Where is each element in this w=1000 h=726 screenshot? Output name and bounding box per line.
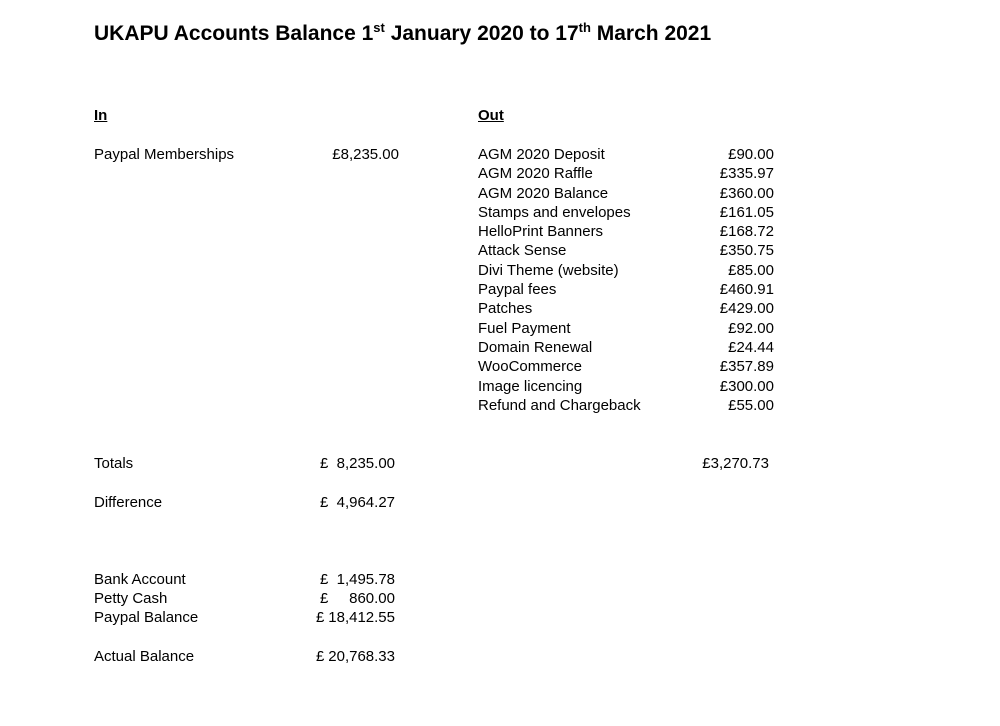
actual-balance-label: Actual Balance (94, 648, 195, 665)
out-item-label: Image licencing (478, 377, 583, 395)
actual-balance-value: 20,768.33 (328, 648, 395, 665)
out-item (478, 299, 774, 318)
petty-cash-currency: £ (320, 590, 329, 607)
title-sup-st: st (373, 20, 385, 35)
out-item-amount: £429.00 (719, 300, 774, 318)
out-item (478, 261, 774, 280)
out-item-amount: £460.91 (719, 281, 774, 299)
out-item (478, 203, 774, 222)
out-item-amount: £335.97 (719, 165, 774, 183)
out-item (478, 222, 774, 241)
totals-in-value: 8,235.00 (336, 455, 395, 472)
out-item-label: Stamps and envelopes (478, 203, 631, 221)
out-item-label: Divi Theme (website) (478, 261, 619, 279)
paypal-balance-value: 18,412.55 (328, 609, 395, 626)
title-end: March 2021 (590, 22, 712, 45)
paypal-balance-label: Paypal Balance (94, 609, 199, 626)
out-item (478, 338, 774, 357)
out-item-label: AGM 2020 Raffle (478, 165, 593, 183)
out-item (478, 280, 774, 299)
totals-label: Totals (94, 455, 134, 472)
out-item-label: Fuel Payment (478, 319, 571, 337)
out-item-label: Domain Renewal (478, 338, 593, 356)
in-item-amount: £8,235.00 (332, 146, 399, 163)
in-item-label: Paypal Memberships (94, 146, 235, 163)
out-item-label: Patches (478, 300, 533, 318)
out-item-label: AGM 2020 Balance (478, 184, 609, 202)
bank-account-currency: £ (320, 571, 329, 588)
out-item-label: Paypal fees (478, 281, 557, 299)
title-middle: January 2020 to 17 (384, 22, 579, 45)
out-item-label: WooCommerce (478, 358, 582, 376)
out-item-amount: £92.00 (728, 319, 774, 337)
bank-account-label: Bank Account (94, 571, 186, 588)
out-item (478, 377, 774, 396)
out-item-amount: £350.75 (719, 242, 774, 260)
title-main: UKAPU Accounts Balance 1 (94, 22, 374, 45)
out-list (478, 145, 774, 415)
out-item-amount: £161.05 (719, 203, 774, 221)
totals-in-currency: £ (320, 455, 329, 472)
out-item-label: HelloPrint Banners (478, 223, 604, 241)
out-item-label: Refund and Chargeback (478, 396, 641, 414)
out-item-label: Attack Sense (478, 242, 567, 260)
totals-out-amount: £3,270.73 (702, 455, 769, 472)
difference-label: Difference (94, 494, 163, 511)
out-item-label: AGM 2020 Deposit (478, 146, 605, 163)
difference-value: 4,964.27 (336, 494, 395, 511)
out-item-amount: £300.00 (719, 377, 774, 395)
out-item (478, 164, 774, 183)
out-item (478, 241, 774, 260)
petty-cash-value: 860.00 (349, 590, 395, 607)
in-heading: In (94, 107, 108, 124)
out-heading: Out (478, 107, 504, 124)
out-item-amount: £90.00 (728, 146, 774, 163)
bank-account-value: 1,495.78 (336, 571, 395, 588)
title-sup-th: th (578, 20, 591, 35)
out-item (478, 184, 774, 203)
out-item-amount: £168.72 (719, 223, 774, 241)
actual-balance-currency: £ (316, 648, 325, 665)
out-item-amount: £24.44 (728, 338, 774, 356)
out-item-amount: £360.00 (719, 184, 774, 202)
out-item-amount: £85.00 (728, 261, 774, 279)
out-item (478, 357, 774, 376)
difference-currency: £ (320, 494, 329, 511)
out-item-amount: £55.00 (728, 396, 774, 414)
out-item (478, 145, 774, 164)
petty-cash-label: Petty Cash (94, 590, 168, 607)
out-item-amount: £357.89 (719, 358, 774, 376)
out-item (478, 319, 774, 338)
page-title (94, 20, 711, 48)
out-item (478, 396, 774, 415)
paypal-balance-currency: £ (316, 609, 325, 626)
